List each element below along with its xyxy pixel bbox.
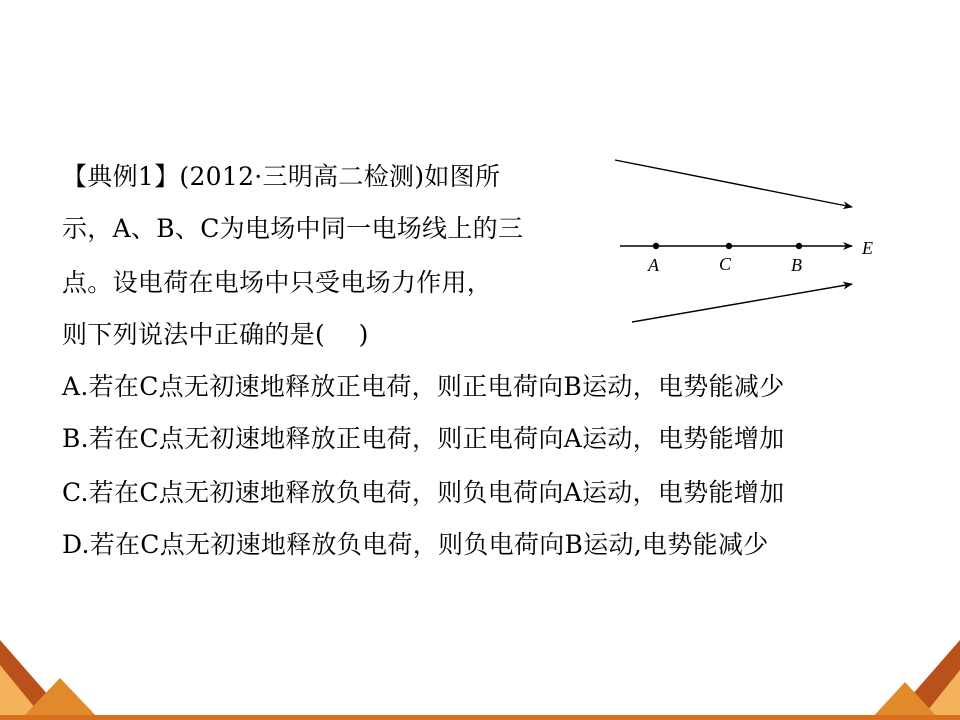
option-a: A.若在C点无初速地释放正电荷，则正电荷向B运动，电势能减少 [62, 372, 785, 401]
question-line-2: 示，A、B、C为电场中同一电场线上的三 [62, 214, 524, 243]
option-c: C.若在C点无初速地释放负电荷，则负电荷向A运动，电势能增加 [62, 478, 785, 507]
field-line-upper [615, 160, 852, 207]
question-line-4: 则下列说法中正确的是( ) [62, 320, 369, 349]
question-line-3: 点。设电荷在电场中只受电场力作用， [62, 268, 493, 297]
point-c-dot [726, 243, 732, 249]
bottom-bar [0, 715, 960, 720]
point-a-dot [653, 243, 659, 249]
question-line-1: 【典例1】(2012·三明高二检测)如图所 [62, 162, 501, 191]
point-a-label: A [648, 255, 659, 275]
option-b: B.若在C点无初速地释放正电荷，则正电荷向A运动，电势能增加 [62, 424, 785, 453]
point-b-label: B [791, 255, 802, 275]
bottom-decoration [0, 640, 960, 720]
point-b-dot [796, 243, 802, 249]
electric-field-diagram [600, 150, 900, 335]
option-d: D.若在C点无初速地释放负电荷，则负电荷向B运动,电势能减少 [62, 530, 769, 559]
field-line-lower [632, 284, 852, 322]
field-e-label: E [862, 238, 873, 258]
point-c-label: C [719, 254, 732, 274]
